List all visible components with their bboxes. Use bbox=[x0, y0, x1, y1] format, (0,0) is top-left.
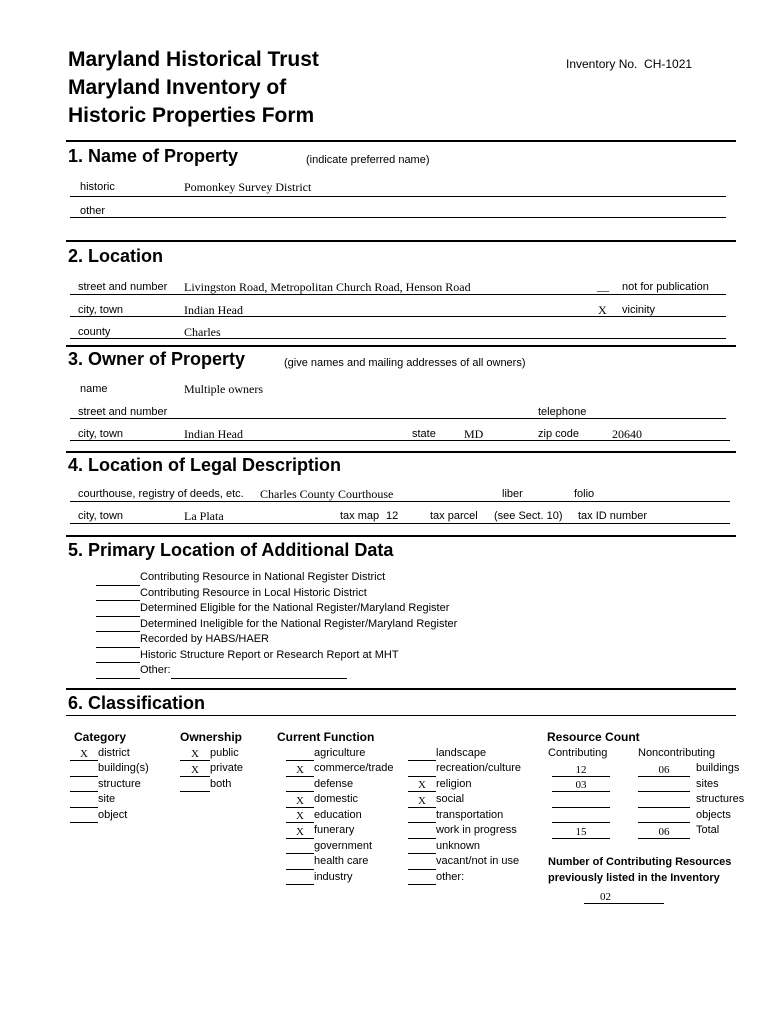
zip-label: zip code bbox=[538, 428, 579, 440]
liber-label: liber bbox=[502, 488, 523, 500]
historic-line bbox=[70, 196, 726, 197]
county-value[interactable]: Charles bbox=[184, 325, 221, 339]
additional-data-list bbox=[96, 570, 457, 679]
city-line bbox=[70, 316, 726, 317]
previously-line-1: Number of Contributing Resources bbox=[548, 856, 732, 868]
contributing-count[interactable]: 03 bbox=[552, 779, 610, 792]
function-item[interactable]: X education bbox=[286, 808, 393, 824]
section-6-rule bbox=[66, 688, 736, 690]
resource-rows bbox=[552, 761, 744, 839]
check-blank[interactable] bbox=[96, 573, 140, 586]
inventory-value: CH-1021 bbox=[644, 57, 693, 71]
check-blank[interactable] bbox=[96, 604, 140, 617]
function-item[interactable]: health care bbox=[286, 854, 393, 870]
section-6-heading: 6. Classification bbox=[68, 693, 206, 713]
inventory-number bbox=[566, 57, 692, 71]
list-item[interactable]: Contributing Resource in National Register District bbox=[96, 570, 457, 586]
section-5-heading: 5. Primary Location of Additional Data bbox=[68, 540, 394, 560]
check-blank[interactable]: X bbox=[286, 764, 314, 777]
check-blank[interactable] bbox=[286, 779, 314, 792]
inventory-label: Inventory No. bbox=[566, 57, 638, 71]
vicinity-mark[interactable]: X bbox=[598, 303, 607, 317]
resource-row-sites: 03 sites bbox=[552, 777, 744, 793]
check-blank[interactable] bbox=[70, 795, 98, 808]
noncontributing-count[interactable] bbox=[638, 779, 690, 792]
check-blank[interactable] bbox=[96, 650, 140, 663]
check-blank[interactable] bbox=[96, 619, 140, 632]
check-blank[interactable] bbox=[96, 666, 140, 679]
state-label: state bbox=[412, 428, 436, 440]
function-item[interactable]: transportation bbox=[408, 808, 521, 824]
courthouse-line bbox=[70, 501, 730, 502]
legal-city-value[interactable]: La Plata bbox=[184, 509, 224, 523]
tax-id-label: tax ID number bbox=[578, 510, 648, 522]
city-value[interactable]: Indian Head bbox=[184, 303, 243, 317]
owner-city-line bbox=[70, 440, 730, 441]
function-item[interactable]: X commerce/trade bbox=[286, 761, 393, 777]
check-blank[interactable]: X bbox=[408, 779, 436, 792]
category-column bbox=[70, 730, 149, 823]
category-item-buildings[interactable]: building(s) bbox=[70, 761, 149, 777]
list-item[interactable]: Historic Structure Report or Research Report at MHT bbox=[96, 648, 457, 664]
check-blank[interactable] bbox=[286, 857, 314, 870]
function-item[interactable]: government bbox=[286, 839, 393, 855]
owner-street-label: street and number bbox=[78, 406, 168, 418]
noncontributing-label: Noncontributing bbox=[638, 746, 716, 759]
ownership-column bbox=[180, 730, 243, 792]
section-1-rule bbox=[66, 140, 736, 142]
previously-value-wrap bbox=[584, 886, 664, 904]
noncontributing-count[interactable] bbox=[638, 810, 690, 823]
noncontributing-count[interactable] bbox=[638, 795, 690, 808]
function-heading: Current Function bbox=[277, 730, 375, 744]
county-label: county bbox=[78, 326, 111, 338]
section-4-heading: 4. Location of Legal Description bbox=[68, 455, 342, 475]
owner-city-label: city, town bbox=[78, 428, 124, 440]
list-item[interactable]: Recorded by HABS/HAER bbox=[96, 632, 457, 648]
list-item[interactable]: Other: bbox=[96, 663, 457, 679]
function-item[interactable]: X religion bbox=[408, 777, 521, 793]
legal-city-label: city, town bbox=[78, 510, 124, 522]
resource-count-heading: Resource Count bbox=[547, 730, 640, 744]
other-label: other bbox=[80, 205, 106, 217]
check-blank[interactable]: X bbox=[286, 810, 314, 823]
tax-map-value[interactable]: 12 bbox=[386, 510, 399, 522]
check-blank[interactable] bbox=[408, 764, 436, 777]
section-2-rule bbox=[66, 240, 736, 242]
check-blank[interactable]: X bbox=[286, 795, 314, 808]
check-blank[interactable] bbox=[408, 857, 436, 870]
function-item[interactable]: defense bbox=[286, 777, 393, 793]
check-blank[interactable] bbox=[286, 872, 314, 885]
section-1-heading: 1. Name of Property bbox=[68, 146, 239, 166]
courthouse-label: courthouse, registry of deeds, etc. bbox=[78, 488, 244, 500]
section-1-note: (indicate preferred name) bbox=[306, 154, 430, 166]
list-item[interactable]: Determined Ineligible for the National Register/Maryland Register bbox=[96, 617, 457, 633]
function-column-2 bbox=[408, 746, 521, 886]
contributing-count[interactable]: 15 bbox=[552, 826, 610, 839]
check-blank[interactable] bbox=[70, 810, 98, 823]
legal-city-line bbox=[70, 523, 730, 524]
function-item[interactable]: landscape bbox=[408, 746, 521, 762]
section-6-underline bbox=[66, 715, 736, 716]
section-5-rule bbox=[66, 535, 736, 537]
check-blank[interactable] bbox=[96, 588, 140, 601]
function-item[interactable]: other: bbox=[408, 870, 521, 886]
resource-row-buildings: 12 06 buildings bbox=[552, 761, 744, 777]
zip-value[interactable]: 20640 bbox=[612, 427, 642, 441]
check-blank[interactable] bbox=[70, 779, 98, 792]
function-item[interactable]: X domestic bbox=[286, 792, 393, 808]
category-item-structure[interactable]: structure bbox=[70, 777, 149, 793]
ownership-heading: Ownership bbox=[180, 730, 243, 744]
courthouse-value[interactable]: Charles County Courthouse bbox=[260, 487, 394, 501]
street-value[interactable]: Livingston Road, Metropolitan Church Road, Henson Road bbox=[184, 280, 471, 294]
section-4-rule bbox=[66, 451, 736, 453]
contributing-count[interactable]: 12 bbox=[552, 764, 610, 777]
check-blank[interactable]: X bbox=[70, 748, 98, 761]
function-item[interactable]: X social bbox=[408, 792, 521, 808]
other-blank[interactable] bbox=[171, 666, 347, 679]
contributing-label: Contributing bbox=[548, 746, 608, 759]
function-item[interactable]: industry bbox=[286, 870, 393, 886]
resource-row-objects: objects bbox=[552, 808, 744, 824]
contributing-count[interactable] bbox=[552, 795, 610, 808]
category-item-district[interactable]: X district bbox=[70, 746, 149, 762]
ownership-item-private[interactable]: X private bbox=[180, 761, 243, 777]
county-line bbox=[70, 338, 726, 339]
historic-label: historic bbox=[80, 181, 115, 193]
check-blank[interactable] bbox=[286, 748, 314, 761]
check-blank[interactable] bbox=[70, 764, 98, 777]
ownership-item-public[interactable]: X public bbox=[180, 746, 243, 762]
category-item-object[interactable]: object bbox=[70, 808, 149, 824]
previously-line-2: previously listed in the Inventory bbox=[548, 871, 720, 884]
street-line bbox=[70, 294, 726, 295]
section-2-heading: 2. Location bbox=[68, 246, 164, 266]
function-item[interactable]: recreation/culture bbox=[408, 761, 521, 777]
contributing-count[interactable] bbox=[552, 810, 610, 823]
ownership-item-both[interactable]: both bbox=[180, 777, 243, 793]
category-heading: Category bbox=[74, 730, 127, 744]
list-item[interactable]: Contributing Resource in Local Historic District bbox=[96, 586, 457, 602]
previously-listed-label bbox=[548, 855, 731, 886]
not-for-publication-label: not for publication bbox=[622, 281, 709, 293]
tax-parcel-value[interactable]: (see Sect. 10) bbox=[494, 510, 563, 522]
function-item[interactable]: agriculture bbox=[286, 746, 393, 762]
section-3-heading: 3. Owner of Property bbox=[68, 349, 246, 369]
function-item[interactable]: X funerary bbox=[286, 823, 393, 839]
state-value[interactable]: MD bbox=[464, 427, 484, 441]
title-line-2: Maryland Inventory of bbox=[68, 76, 287, 99]
noncontributing-count[interactable]: 06 bbox=[638, 764, 690, 777]
check-blank[interactable]: X bbox=[180, 748, 210, 761]
other-line bbox=[70, 217, 726, 218]
check-blank[interactable]: X bbox=[286, 826, 314, 839]
check-blank[interactable] bbox=[286, 841, 314, 854]
city-label: city, town bbox=[78, 304, 124, 316]
list-item[interactable]: Determined Eligible for the National Register/Maryland Register bbox=[96, 601, 457, 617]
tax-map-label: tax map bbox=[340, 510, 380, 522]
section-3-rule bbox=[66, 345, 736, 347]
check-blank[interactable] bbox=[408, 826, 436, 839]
check-blank[interactable]: X bbox=[408, 795, 436, 808]
title-line-1: Maryland Historical Trust bbox=[68, 48, 319, 71]
owner-city-value[interactable]: Indian Head bbox=[184, 427, 243, 441]
folio-label: folio bbox=[574, 488, 595, 500]
owner-street-line bbox=[70, 418, 726, 419]
owner-name-label: name bbox=[80, 383, 108, 395]
resource-row-total: 15 06 Total bbox=[552, 823, 744, 839]
noncontributing-count[interactable]: 06 bbox=[638, 826, 690, 839]
check-blank[interactable] bbox=[96, 635, 140, 648]
resource-row-structures: structures bbox=[552, 792, 744, 808]
category-item-site[interactable]: site bbox=[70, 792, 149, 808]
historic-value[interactable]: Pomonkey Survey District bbox=[184, 180, 312, 194]
check-blank[interactable] bbox=[408, 872, 436, 885]
section-3-note: (give names and mailing addresses of all owners) bbox=[284, 357, 526, 369]
title-line-3: Historic Properties Form bbox=[68, 104, 315, 127]
function-item[interactable]: unknown bbox=[408, 839, 521, 855]
function-item[interactable]: vacant/not in use bbox=[408, 854, 521, 870]
telephone-label: telephone bbox=[538, 406, 587, 418]
street-label: street and number bbox=[78, 281, 168, 293]
not-for-publication-mark[interactable]: __ bbox=[597, 279, 609, 293]
check-blank[interactable]: X bbox=[180, 764, 210, 777]
tax-parcel-label: tax parcel bbox=[430, 510, 478, 522]
owner-name-value[interactable]: Multiple owners bbox=[184, 382, 263, 396]
vicinity-label: vicinity bbox=[622, 304, 656, 316]
function-item[interactable]: work in progress bbox=[408, 823, 521, 839]
check-blank[interactable] bbox=[408, 841, 436, 854]
check-blank[interactable] bbox=[180, 779, 210, 792]
check-blank[interactable] bbox=[408, 810, 436, 823]
form-title bbox=[68, 46, 319, 130]
check-blank[interactable] bbox=[408, 748, 436, 761]
function-column-1 bbox=[277, 730, 394, 885]
previously-listed-count[interactable]: 02 bbox=[584, 891, 664, 904]
